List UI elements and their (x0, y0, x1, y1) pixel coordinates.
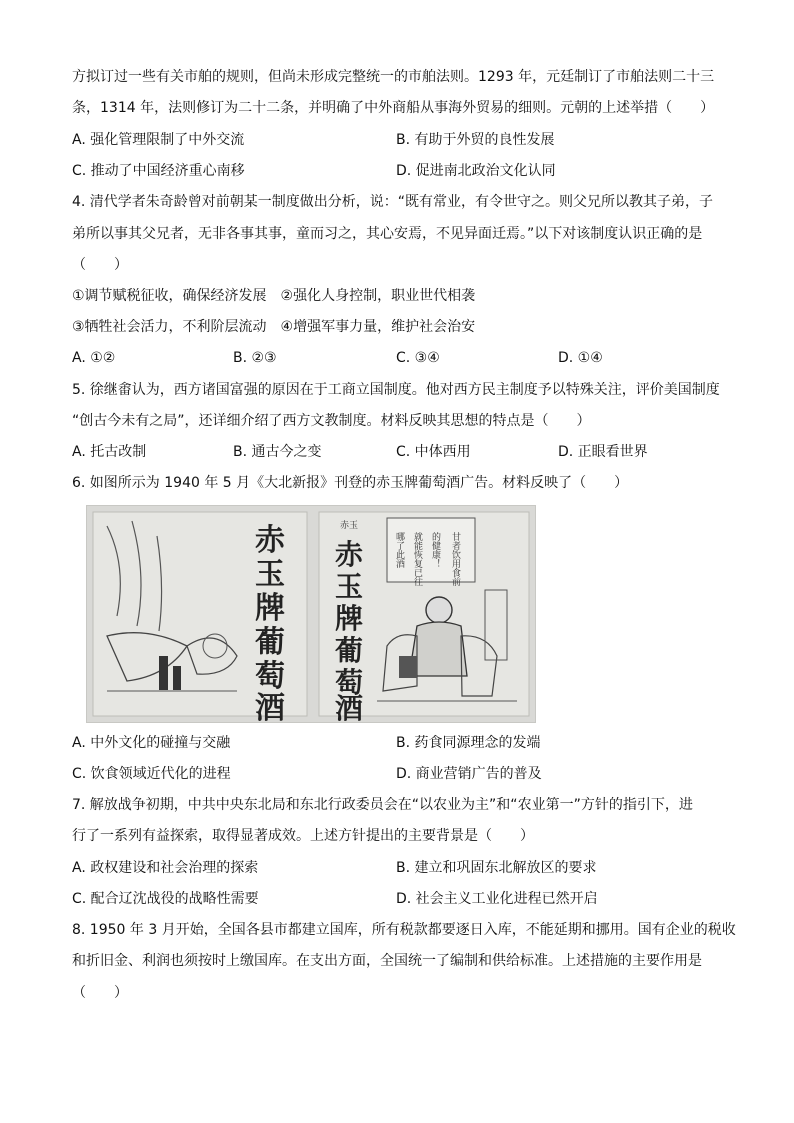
q5-option-a: A. 托古改制 (72, 444, 147, 460)
q4-answer-bracket: （ ） (72, 257, 128, 273)
q6-option-a: A. 中外文化的碰撞与交融 (72, 735, 231, 751)
q5-option-d: D. 正眼看世界 (558, 444, 648, 460)
right-ad-brand: 赤 (334, 538, 364, 571)
q3-option-a: A. 强化管理限制了中外交流 (72, 132, 245, 148)
q7-option-d: D. 社会主义工业化进程已然开启 (396, 891, 598, 907)
q8-text-line-1: 8. 1950 年 3 月开始，全国各县市都建立国库，所有税款都要逐日入库，不能延期和挪用。国有企业的税收 (72, 922, 736, 938)
svg-text:葡: 葡 (255, 625, 285, 660)
q4-text-line-1: 4. 清代学者朱奇龄曾对前朝某一制度做出分析，说：“既有常业，有令世守之。则父兄所以教其子弟，子 (72, 194, 714, 210)
q4-option-d: D. ①④ (558, 350, 603, 366)
q7-option-a: A. 政权建设和社会治理的探索 (72, 860, 259, 876)
q4-statements-2: ③牺牲社会活力，不利阶层流动 ④增强军事力量，维护社会治安 (72, 319, 476, 335)
q6-option-b: B. 药食同源理念的发端 (396, 735, 541, 751)
q6-option-d: D. 商业营销广告的普及 (396, 766, 542, 782)
q7-text-line-1: 7. 解放战争初期，中共中央东北局和东北行政委员会在“以农业为主”和“农业第一”方针的指引下，进 (72, 797, 693, 813)
left-ad-brand: 赤 (255, 523, 285, 558)
q5-text-line-1: 5. 徐继畬认为，西方诸国富强的原因在于工商立国制度。他对西方民主制度予以特殊关注，评价美国制度 (72, 382, 720, 398)
q8-answer-bracket: （ ） (72, 985, 128, 1001)
svg-text:就能恢复已往: 就能恢复已往 (412, 532, 422, 586)
q7-text-line-2: 行了一系列有益探索，取得显著成效。上述方针提出的主要背景是（ ） (72, 828, 534, 844)
q4-option-c: C. ③④ (396, 350, 440, 366)
q4-option-a: A. ①② (72, 350, 116, 366)
q4-option-b: B. ②③ (233, 350, 277, 366)
svg-text:甘者饮用食前: 甘者饮用食前 (450, 532, 460, 586)
q3-text-line-1: 方拟订过一些有关市舶的规则，但尚未形成完整统一的市舶法则。1293 年，元廷制订了市舶法则二十三 (72, 69, 715, 85)
q3-option-b: B. 有助于外贸的良性发展 (396, 132, 555, 148)
svg-text:哪了此酒: 哪了此酒 (394, 532, 404, 568)
q4-text-line-2: 弟所以事其父兄者，无非各事其事，童而习之，其心安焉，不见异面迁焉。”以下对该制度认识正确的是 (72, 226, 703, 242)
q7-option-b: B. 建立和巩固东北解放区的要求 (396, 860, 597, 876)
right-ad-tag: 赤玉 (339, 521, 359, 531)
wine-advertisement-image (86, 505, 536, 723)
q5-text-line-2: “创古今未有之局”，还详细介绍了西方文教制度。材料反映其思想的特点是（ ） (72, 413, 591, 429)
q6-text-line-1: 6. 如图所示为 1940 年 5 月《大北新报》刊登的赤玉牌葡萄酒广告。材料反映了（ ） (72, 475, 629, 491)
q5-option-c: C. 中体西用 (396, 444, 471, 460)
q5-option-b: B. 通古今之变 (233, 444, 322, 460)
svg-text:玉: 玉 (255, 557, 285, 592)
svg-text:的健康！: 的健康！ (430, 532, 440, 568)
q8-text-line-2: 和折旧金、利润也须按时上缴国库。在支出方面，全国统一了编制和供给标准。上述措施的主要作用是 (72, 953, 702, 969)
svg-text:玉: 玉 (334, 570, 364, 603)
q3-text-line-2: 条，1314 年，法则修订为二十二条，并明确了中外商船从事海外贸易的细则。元朝的上述举措（ ） (72, 100, 715, 116)
svg-text:葡: 葡 (334, 634, 364, 667)
svg-text:萄: 萄 (255, 659, 285, 694)
svg-text:牌: 牌 (255, 591, 285, 626)
q7-option-c: C. 配合辽沈战役的战略性需要 (72, 891, 259, 907)
svg-text:牌: 牌 (334, 602, 364, 635)
q3-option-c: C. 推动了中国经济重心南移 (72, 163, 245, 179)
q3-option-d: D. 促进南北政治文化认同 (396, 163, 556, 179)
q6-option-c: C. 饮食领域近代化的进程 (72, 766, 231, 782)
svg-text:酒: 酒 (255, 691, 285, 722)
svg-text:酒: 酒 (334, 692, 364, 722)
q4-statements-1: ①调节赋税征收，确保经济发展 ②强化人身控制，职业世代相袭 (72, 288, 476, 304)
svg-text:萄: 萄 (334, 666, 364, 699)
